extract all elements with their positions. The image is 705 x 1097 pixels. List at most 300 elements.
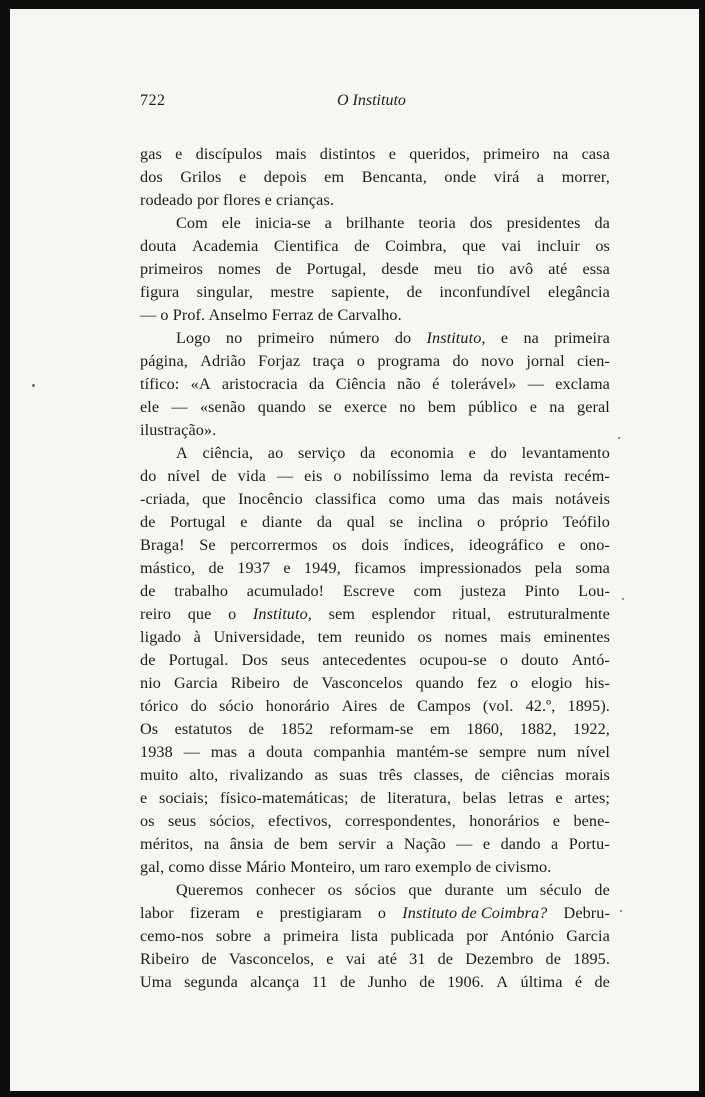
word: a <box>248 743 256 761</box>
word: bem <box>427 398 457 416</box>
word: da <box>483 467 499 485</box>
word: his- <box>585 674 610 692</box>
italic-title: Instituto, <box>252 605 312 623</box>
text-line <box>140 419 610 442</box>
text-line <box>140 971 610 994</box>
word: soma <box>575 559 610 577</box>
word: à <box>193 628 201 646</box>
word: tífico: <box>140 375 180 393</box>
word: ficamos <box>354 559 407 577</box>
word: Grilos <box>180 168 222 186</box>
word: em <box>429 720 450 738</box>
word: de <box>419 973 435 991</box>
word: do <box>490 444 507 462</box>
word: Portugal, <box>306 260 367 278</box>
word: sócio <box>219 697 254 715</box>
text-line <box>140 626 610 649</box>
word: esplendor <box>371 605 436 623</box>
word: prestigiaram <box>279 904 362 922</box>
word: teoria <box>418 214 456 232</box>
word: por <box>466 927 489 945</box>
word: mais <box>275 145 307 163</box>
word: e <box>500 329 509 347</box>
word: de <box>406 283 423 301</box>
word: Dos <box>241 651 268 669</box>
text-line <box>140 396 610 419</box>
word: elogio <box>531 674 573 692</box>
word: notáveis <box>555 490 610 508</box>
text-line <box>140 235 610 258</box>
word: Com <box>176 214 208 232</box>
word: de <box>437 950 454 968</box>
word: que <box>408 881 433 899</box>
word: do <box>394 329 412 347</box>
text-line <box>140 143 610 166</box>
word: efectivos, <box>268 812 332 830</box>
word: é <box>432 375 440 393</box>
word: bem <box>299 835 328 853</box>
word: o <box>333 467 342 485</box>
word: de <box>201 950 217 968</box>
word: Garcia <box>174 674 218 692</box>
word: e <box>256 904 264 922</box>
word: de <box>208 559 224 577</box>
word: número <box>329 329 380 347</box>
word: primeira <box>282 927 339 945</box>
word: de <box>211 467 227 485</box>
word: no <box>399 398 416 416</box>
word: e <box>240 513 248 531</box>
word: bene- <box>573 812 610 830</box>
word: elegância <box>547 283 610 301</box>
word: Escreve <box>342 582 395 600</box>
word: em <box>324 168 345 186</box>
word: António <box>500 927 555 945</box>
word: presidentes <box>506 214 581 232</box>
word: 31 <box>409 950 426 968</box>
word: ideográfico <box>468 536 544 554</box>
word: e <box>326 950 334 968</box>
word: morrer, <box>561 168 610 186</box>
text-line <box>140 741 610 764</box>
word: que <box>462 237 486 255</box>
text-line <box>140 787 610 810</box>
word: da <box>316 513 333 531</box>
word: Braga! <box>140 536 185 554</box>
text-line <box>140 258 610 281</box>
word: Cientifica <box>273 237 339 255</box>
scan-speck <box>32 384 35 387</box>
word: incluir <box>536 237 580 255</box>
word: inicia-se <box>254 214 311 232</box>
word: Garcia <box>566 927 610 945</box>
word: publicada <box>390 927 455 945</box>
word: a <box>263 927 271 945</box>
word: correspondentes, <box>345 812 456 830</box>
word: de <box>248 720 265 738</box>
word: gas <box>140 145 162 163</box>
word: a <box>386 835 394 853</box>
word: reformam-se <box>329 720 414 738</box>
text-line <box>140 718 610 741</box>
word: vai <box>501 237 522 255</box>
word: físico-matemáticas; <box>219 789 349 807</box>
text-line <box>140 833 610 856</box>
word: lista <box>350 927 379 945</box>
word: letras <box>508 789 544 807</box>
word: queridos, <box>409 145 470 163</box>
word: de <box>594 881 610 899</box>
word: mais <box>511 490 543 508</box>
word: e <box>388 145 396 163</box>
word: como <box>388 490 425 508</box>
word: geral <box>577 398 610 416</box>
word: mástico, <box>140 559 196 577</box>
word: Adrião <box>200 352 246 370</box>
word: Os <box>140 720 159 738</box>
word: «A <box>190 375 211 393</box>
word: é <box>574 973 583 991</box>
word: serviço <box>297 444 346 462</box>
word: ele <box>221 214 241 232</box>
word: e <box>140 789 148 807</box>
word: Portugal <box>170 513 226 531</box>
word: traça <box>312 352 345 370</box>
word: primeiro <box>483 145 540 163</box>
text-line <box>140 902 610 925</box>
word: nio <box>140 674 161 692</box>
word: suas <box>339 766 368 784</box>
word: as <box>314 766 329 784</box>
word: Ribeiro <box>230 674 280 692</box>
text-line <box>140 166 610 189</box>
word: jornal <box>526 352 565 370</box>
word: Aires <box>341 697 378 715</box>
word: Dezembro <box>465 950 534 968</box>
text-line <box>140 879 610 902</box>
word: um <box>506 881 528 899</box>
word: meu <box>433 260 462 278</box>
word: servir <box>338 835 376 853</box>
text-line <box>140 350 610 373</box>
word: inclina <box>417 513 463 531</box>
word: A <box>176 444 188 462</box>
word: antecedentes <box>322 651 407 669</box>
word: méritos, <box>140 835 194 853</box>
word: segunda <box>184 973 238 991</box>
word: Portugal. <box>168 651 229 669</box>
text-line <box>140 603 610 626</box>
word: programa <box>377 352 441 370</box>
word: muito <box>140 766 179 784</box>
word: mestre <box>270 283 315 301</box>
word: gal, como disse Mário Monteiro, um raro exemplo de civismo. <box>140 858 552 876</box>
word: com <box>413 582 442 600</box>
word: levantamento <box>521 444 610 462</box>
word: Ribeiro <box>140 950 190 968</box>
word: nobilíssimo <box>352 467 430 485</box>
word: até <box>377 950 398 968</box>
word: índices, <box>403 536 455 554</box>
word: e <box>283 559 291 577</box>
word: ânsia <box>229 835 264 853</box>
word: se <box>318 398 332 416</box>
word: sempre <box>478 743 527 761</box>
text-line <box>140 810 610 833</box>
word: seus <box>167 812 197 830</box>
word: Queremos <box>176 881 244 899</box>
word: conhecer <box>255 881 316 899</box>
word: A <box>496 973 509 991</box>
word: ao <box>267 444 284 462</box>
text-line <box>140 534 610 557</box>
word: Vasconcelos <box>321 674 403 692</box>
text-line <box>140 856 610 879</box>
text-line <box>140 327 610 350</box>
word: novo <box>481 352 514 370</box>
word: rivalizando <box>229 766 304 784</box>
word: século <box>539 881 582 899</box>
word: uma <box>437 490 466 508</box>
word: primeiros <box>140 260 203 278</box>
word: Uma <box>140 973 172 991</box>
word: e <box>468 444 476 462</box>
word: fez <box>476 674 497 692</box>
word: tórico <box>140 697 179 715</box>
word: o <box>477 513 486 531</box>
word: — <box>527 375 545 393</box>
word: 1860, <box>466 720 504 738</box>
word: honorários <box>469 812 540 830</box>
word: página, <box>140 352 188 370</box>
word: companhia <box>313 743 386 761</box>
text-line <box>140 672 610 695</box>
word: num <box>537 743 567 761</box>
word: público <box>468 398 518 416</box>
word: de <box>389 697 405 715</box>
word: classes, <box>413 766 464 784</box>
word: casa <box>581 145 610 163</box>
word: dando <box>500 835 541 853</box>
word: Junho <box>367 973 407 991</box>
word: Inocêncio <box>238 490 303 508</box>
word: ritual, <box>452 605 492 623</box>
word: eminentes <box>543 628 610 646</box>
word: o <box>228 605 237 623</box>
word: vida <box>237 467 266 485</box>
word: exclama <box>555 375 610 393</box>
word: e <box>482 835 491 853</box>
page-number: 722 <box>140 92 166 109</box>
word: de <box>140 651 156 669</box>
scan-speck <box>622 598 624 600</box>
word: virá <box>493 168 520 186</box>
text-line <box>140 695 610 718</box>
word: labor <box>140 904 174 922</box>
word: os <box>140 812 155 830</box>
word: (vol. <box>482 697 514 715</box>
text-line <box>140 373 610 396</box>
word: Lou- <box>578 582 610 600</box>
word: das <box>477 490 500 508</box>
word: nomes <box>444 628 488 646</box>
word: Portu- <box>568 835 610 853</box>
word: Ciência <box>335 375 386 393</box>
word: recém- <box>564 467 610 485</box>
word: de <box>360 789 376 807</box>
word: sócios <box>354 881 396 899</box>
word: figura <box>140 283 180 301</box>
word: próprio <box>499 513 549 531</box>
word: 1906. <box>447 973 485 991</box>
word: o <box>509 674 519 692</box>
word: percorrermos <box>230 536 318 554</box>
word: do <box>452 352 469 370</box>
word: estatutos <box>174 720 233 738</box>
word: rodeado por flores e crianças. <box>140 191 335 209</box>
word: reunido <box>354 628 405 646</box>
word: que <box>187 605 212 623</box>
word: ele <box>140 398 160 416</box>
word: de <box>140 582 156 600</box>
text-line <box>140 281 610 304</box>
word: Campos <box>417 697 471 715</box>
scan-speck <box>620 910 622 912</box>
italic-title: Instituto, <box>426 329 486 347</box>
word: última <box>520 973 563 991</box>
word: — o Prof. Anselmo Ferraz de Carvalho. <box>140 306 402 324</box>
word: na <box>203 835 220 853</box>
word: eis <box>304 467 323 485</box>
word: artes; <box>574 789 610 807</box>
word: da <box>308 375 325 393</box>
word: economia <box>390 444 454 462</box>
word: de <box>594 973 610 991</box>
word: distintos <box>319 145 376 163</box>
word: nível <box>577 743 610 761</box>
word: quando <box>415 674 464 692</box>
word: exerce <box>344 398 387 416</box>
word: a <box>324 214 332 232</box>
word: não <box>397 375 421 393</box>
text-line <box>140 580 610 603</box>
word: — <box>171 398 188 416</box>
word: de <box>293 674 309 692</box>
word: 11 <box>311 973 328 991</box>
word: sociais; <box>158 789 209 807</box>
word: Coimbra, <box>385 237 447 255</box>
word: Debru- <box>563 904 610 922</box>
word: mas <box>210 743 238 761</box>
word: Bencanta, <box>361 168 427 186</box>
word: alto, <box>189 766 219 784</box>
word: ciências <box>501 766 555 784</box>
word: o <box>499 651 509 669</box>
word: ciência, <box>202 444 254 462</box>
text-line <box>140 189 610 212</box>
text-line <box>140 511 610 534</box>
word: os <box>327 881 343 899</box>
word: brilhante <box>345 214 405 232</box>
word: lema <box>440 467 473 485</box>
word: -criada, <box>140 490 190 508</box>
word: sem <box>328 605 355 623</box>
word: acumulado! <box>246 582 325 600</box>
word: Academia <box>191 237 259 255</box>
word: de <box>545 950 561 968</box>
text-line <box>140 488 610 511</box>
word: e <box>529 398 538 416</box>
text-line <box>140 465 610 488</box>
word: Teófilo <box>562 513 610 531</box>
word: da <box>360 444 376 462</box>
word: pela <box>534 559 563 577</box>
word: trabalho <box>174 582 229 600</box>
word: o <box>377 904 387 922</box>
word: ocupou-se <box>419 651 487 669</box>
header-title: O Instituto <box>337 92 406 109</box>
word: tio <box>477 260 495 278</box>
word: da <box>594 214 610 232</box>
body-text <box>140 143 610 994</box>
word: vai <box>345 950 366 968</box>
word: diante <box>262 513 303 531</box>
word: 1922, <box>573 720 610 738</box>
word: essa <box>582 260 610 278</box>
word: 1882, <box>519 720 557 738</box>
word: Nação <box>403 835 446 853</box>
word: que <box>202 490 226 508</box>
text-line <box>140 212 610 235</box>
running-header <box>140 92 610 114</box>
word: sapiente, <box>331 283 390 301</box>
word: 42.º, <box>525 697 556 715</box>
word: os <box>595 237 610 255</box>
word: impressionados <box>419 559 522 577</box>
word: os <box>417 628 433 646</box>
word: avô <box>509 260 534 278</box>
word: douto <box>521 651 559 669</box>
word: na <box>552 145 569 163</box>
word: de <box>354 237 370 255</box>
word: alcança <box>250 973 300 991</box>
word: inconfundível <box>439 283 531 301</box>
word: a <box>551 835 559 853</box>
word: reiro <box>140 605 172 623</box>
word: desde <box>381 260 419 278</box>
word: discípulos <box>195 145 263 163</box>
word: aristocracia <box>221 375 298 393</box>
word: e <box>175 145 183 163</box>
word: douta <box>266 743 303 761</box>
word: Logo <box>176 329 211 347</box>
word: ono- <box>579 536 610 554</box>
word: dos <box>469 214 493 232</box>
word: e <box>238 168 247 186</box>
word: ligado <box>140 628 182 646</box>
word: a <box>536 168 545 186</box>
text-line <box>140 649 610 672</box>
word: literatura, <box>387 789 451 807</box>
word: de <box>273 835 290 853</box>
word: — <box>183 743 200 761</box>
word: dos <box>140 168 163 186</box>
word: honorário <box>265 697 330 715</box>
italic-title: Instituto de Coimbra? <box>402 904 548 922</box>
text-line <box>140 925 610 948</box>
word: tolerável» <box>450 375 517 393</box>
word: 1937 <box>237 559 271 577</box>
